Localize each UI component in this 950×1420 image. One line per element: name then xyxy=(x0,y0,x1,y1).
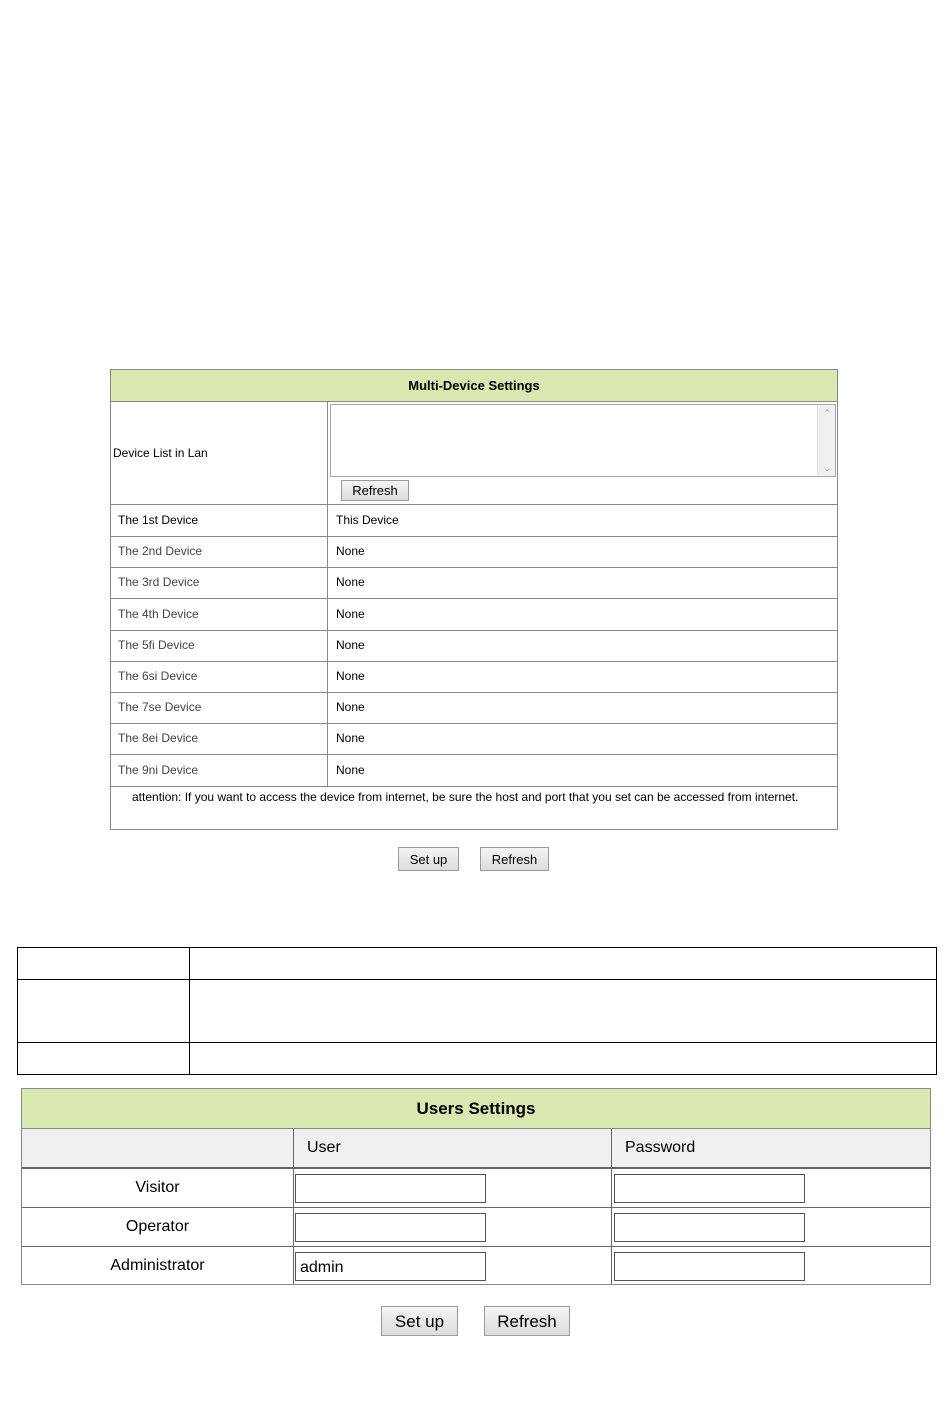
role-label: Operator xyxy=(125,1218,190,1235)
users-settings-title: Users Settings xyxy=(22,1089,930,1129)
device-name: The 6si Device xyxy=(118,669,198,683)
device-list-lan-row xyxy=(111,402,837,505)
empty-table xyxy=(17,947,937,1075)
device-name: The 9ni Device xyxy=(118,763,199,777)
multi-device-refresh-button[interactable]: Refresh xyxy=(480,847,549,871)
operator-user-input[interactable] xyxy=(295,1213,486,1242)
device-name: The 3rd Device xyxy=(118,575,200,589)
column-divider xyxy=(327,755,328,786)
operator-password-input[interactable] xyxy=(614,1213,805,1242)
device-value: None xyxy=(336,607,365,621)
user-row-administrator xyxy=(22,1247,930,1285)
visitor-password-input[interactable] xyxy=(614,1174,805,1203)
column-divider xyxy=(327,692,328,723)
lan-refresh-button[interactable]: Refresh xyxy=(341,480,409,501)
multi-device-setup-button[interactable]: Set up xyxy=(398,847,459,871)
column-divider xyxy=(327,723,328,754)
device-row xyxy=(111,755,837,787)
device-value: None xyxy=(336,763,365,777)
users-column-header-row xyxy=(22,1129,930,1169)
table-row-divider xyxy=(18,1042,936,1043)
device-value: None xyxy=(336,669,365,683)
listbox-scrollbar[interactable] xyxy=(817,405,835,476)
device-name: The 5fi Device xyxy=(118,638,195,652)
users-refresh-button[interactable]: Refresh xyxy=(484,1306,570,1336)
device-row xyxy=(111,661,837,693)
device-row xyxy=(111,505,837,537)
device-row xyxy=(111,692,837,724)
column-divider xyxy=(327,630,328,661)
device-value: None xyxy=(336,731,365,745)
device-value: This Device xyxy=(336,513,399,527)
column-divider xyxy=(327,661,328,692)
column-divider xyxy=(327,402,328,504)
device-list-lan-label: Device List in Lan xyxy=(113,446,208,460)
role-label: Administrator xyxy=(110,1257,205,1274)
device-row xyxy=(111,599,837,631)
users-settings-panel xyxy=(21,1088,931,1285)
administrator-password-input[interactable] xyxy=(614,1252,805,1281)
device-row xyxy=(111,536,837,568)
multi-device-settings-title: Multi-Device Settings xyxy=(111,370,837,402)
scroll-up-icon[interactable]: ⌃ xyxy=(823,408,831,418)
device-name: The 1st Device xyxy=(118,513,199,527)
device-value: None xyxy=(336,700,365,714)
column-divider xyxy=(327,599,328,630)
role-label: Visitor xyxy=(135,1179,180,1196)
device-value: None xyxy=(336,638,365,652)
device-name: The 7se Device xyxy=(118,700,202,714)
device-name: The 4th Device xyxy=(118,607,199,621)
users-setup-button[interactable]: Set up xyxy=(381,1306,458,1336)
scroll-down-icon[interactable]: ⌄ xyxy=(823,463,831,473)
device-row xyxy=(111,567,837,599)
column-divider xyxy=(327,536,328,567)
user-column-header: User xyxy=(307,1139,341,1156)
table-row-divider xyxy=(18,979,936,980)
user-row-visitor xyxy=(22,1169,930,1208)
user-row-operator xyxy=(22,1208,930,1247)
table-column-divider xyxy=(189,948,190,1074)
device-row xyxy=(111,723,837,755)
visitor-user-input[interactable] xyxy=(295,1174,486,1203)
column-divider xyxy=(327,505,328,536)
device-name: The 2nd Device xyxy=(118,544,203,558)
device-list-listbox[interactable] xyxy=(330,404,836,477)
column-divider xyxy=(327,567,328,598)
device-value: None xyxy=(336,575,365,589)
multi-device-settings-panel xyxy=(110,369,838,830)
password-column-header: Password xyxy=(625,1139,696,1156)
administrator-user-input[interactable] xyxy=(295,1252,486,1281)
attention-note: attention: If you want to access the device from internet, be sure the host and port that you set can be accessed from internet. xyxy=(132,790,799,804)
device-value: None xyxy=(336,544,365,558)
device-row xyxy=(111,630,837,662)
device-name: The 8ei Device xyxy=(118,731,199,745)
